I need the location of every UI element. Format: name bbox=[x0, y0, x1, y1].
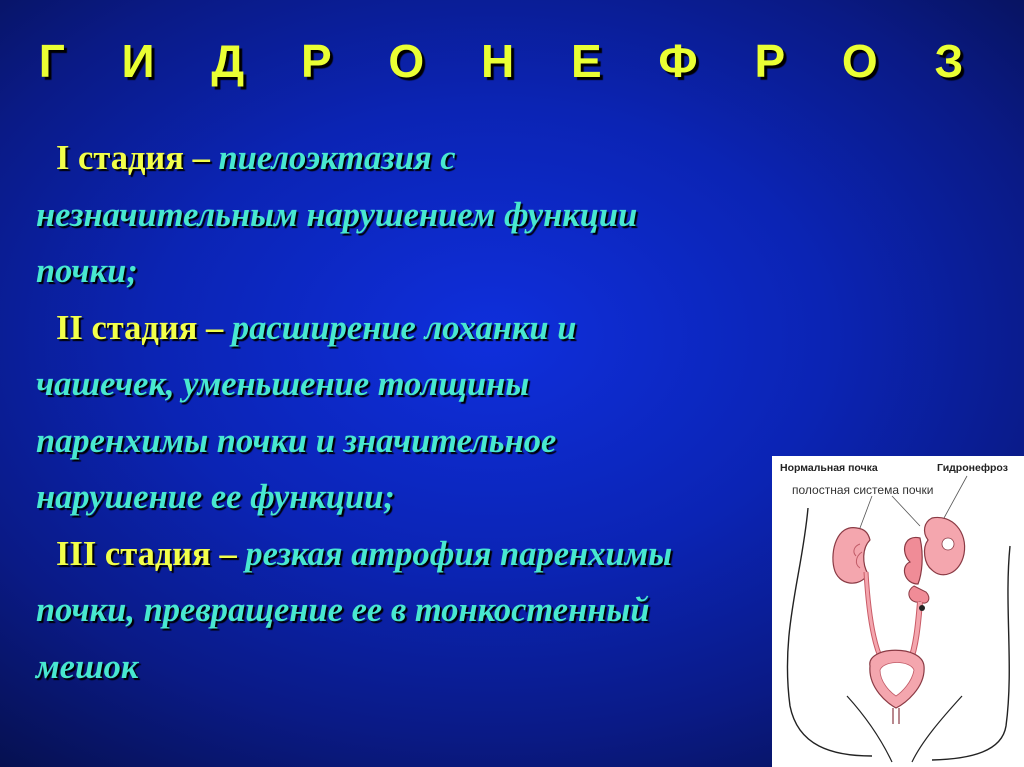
stage-1-line-3: почки; bbox=[36, 252, 138, 290]
leg-line-left bbox=[847, 696, 892, 762]
stage-1-label: I стадия bbox=[56, 139, 184, 177]
slide-title: Г И Д Р О Н Е Ф Р О З bbox=[38, 35, 986, 87]
body-outline-right bbox=[932, 546, 1010, 760]
hydronephrotic-kidney bbox=[904, 517, 964, 603]
ureter-obstruction bbox=[919, 605, 925, 611]
stage-3-line-3: мешок bbox=[36, 647, 139, 686]
stage-1 bbox=[36, 130, 796, 300]
stage-3-line-2: почки, превращение ее в тонкостенный bbox=[36, 591, 650, 629]
leg-line-right bbox=[912, 696, 962, 762]
pointer-line-2 bbox=[892, 496, 920, 526]
urinary-system-illustration bbox=[772, 456, 1024, 767]
hydronephrosis-label: Гидронефроз bbox=[937, 462, 1008, 474]
stage-1-dash: – bbox=[192, 139, 210, 177]
stage-2-line-3: паренхимы почки и значительное bbox=[36, 421, 557, 460]
stage-1-line-1: пиелоэктазия с bbox=[218, 139, 456, 177]
stage-3-label: III стадия bbox=[56, 534, 211, 573]
pointer-line-1 bbox=[860, 496, 872, 528]
stage-1-line-2: незначительным нарушением функции bbox=[36, 195, 638, 234]
kidney-diagram bbox=[772, 456, 1024, 767]
normal-kidney-label: Нормальная почка bbox=[780, 462, 878, 474]
stage-3-dash: – bbox=[219, 534, 237, 573]
stages-text bbox=[36, 130, 796, 695]
stage-2 bbox=[36, 300, 796, 526]
stage-2-dash: – bbox=[206, 308, 224, 347]
stage-3-line-1: резкая атрофия паренхимы bbox=[245, 534, 673, 573]
stage-2-line-1: расширение лоханки и bbox=[231, 308, 577, 347]
stage-2-label: II стадия bbox=[56, 308, 198, 347]
pointer-line-3 bbox=[944, 476, 967, 518]
stage-2-line-2: чашечек, уменьшение толщины bbox=[36, 365, 530, 403]
stage-2-line-4: нарушение ее функции; bbox=[36, 478, 395, 516]
collecting-system-label: полостная система почки bbox=[792, 483, 934, 497]
bladder bbox=[870, 650, 924, 724]
stage-3 bbox=[36, 526, 796, 696]
